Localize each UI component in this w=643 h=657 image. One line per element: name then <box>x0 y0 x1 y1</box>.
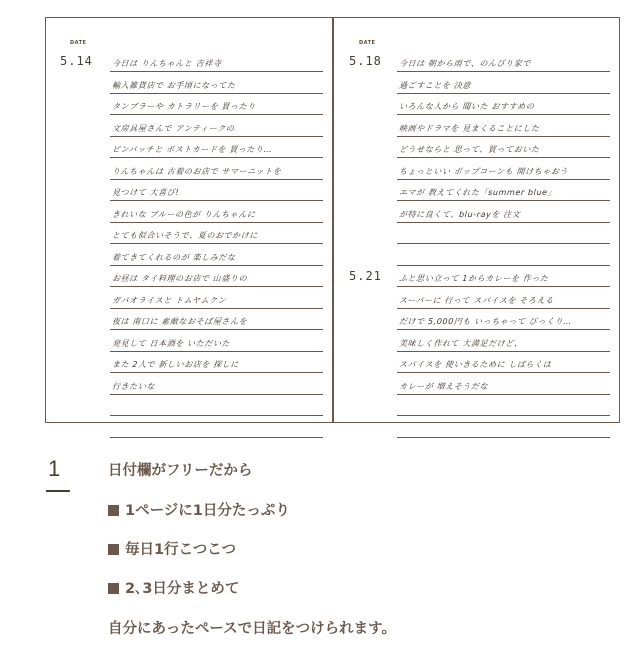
handwritten-line: 行きたいな <box>111 381 156 391</box>
ruled-line <box>397 200 610 201</box>
entry-date: 5.18 <box>349 54 382 68</box>
ruled-line <box>397 329 610 330</box>
ruled-line <box>110 437 323 438</box>
handwritten-line: お昼は タイ料理のお店で 山盛りの <box>111 274 248 283</box>
ruled-line <box>397 157 610 158</box>
section-closing: 自分にあったペースで日記をつけられます。 <box>108 621 396 637</box>
handwritten-line: 見つけて 大喜び! <box>111 188 180 197</box>
ruled-line <box>397 265 610 266</box>
square-bullet-icon <box>108 505 119 516</box>
handwritten-line: ふと思い立って 1からカレーを 作った <box>398 274 549 283</box>
handwritten-line: きれいな ブルーの色が りんちゃんに <box>111 209 256 219</box>
ruled-line <box>110 157 323 158</box>
handwritten-line: 発見して 日本酒を いただいた <box>111 338 231 348</box>
ruled-line <box>110 200 323 201</box>
ruled-line <box>110 372 323 373</box>
handwritten-line: 文房具屋さんで アンティークの <box>111 123 235 133</box>
date-label: DATE <box>70 40 87 46</box>
ruled-line <box>110 136 323 137</box>
ruled-line <box>397 437 610 438</box>
handwritten-line: どうせならと 思って、買っておいた <box>398 145 540 154</box>
ruled-line <box>110 71 323 72</box>
section-lead: 日付欄がフリーだから <box>108 463 253 479</box>
ruled-line <box>397 351 610 352</box>
ruled-line <box>110 114 323 115</box>
ruled-line <box>397 179 610 180</box>
bullet-item: 1ページに1日分たっぷり <box>108 499 290 520</box>
bullet-item: 毎日1行こつこつ <box>108 538 236 559</box>
ruled-line <box>397 222 610 223</box>
handwritten-line: とても似合いそうで、夏のおでかけに <box>111 231 259 240</box>
handwritten-line: ピンバッチと ポストカードを 買ったり… <box>111 145 273 154</box>
ruled-line <box>110 286 323 287</box>
ruled-line <box>397 394 610 395</box>
right-page <box>333 18 620 422</box>
handwritten-line: 輸入雑貨店で お手頃になってた <box>111 80 236 90</box>
ruled-line <box>397 415 610 416</box>
entry-date: 5.21 <box>349 269 382 283</box>
handwritten-line: 今日は りんちゃんと 吉祥寺 <box>111 59 222 68</box>
ruled-line <box>397 136 610 137</box>
ruled-line <box>110 265 323 266</box>
handwritten-line: スパイスを 使いきるために しばらくは <box>398 360 552 369</box>
square-bullet-icon <box>108 544 119 555</box>
handwritten-line: カレーが 増えそうだな <box>398 381 489 391</box>
handwritten-line: いろんな人から 聞いた おすすめの <box>398 102 535 111</box>
ruled-line <box>397 308 610 309</box>
ruled-line <box>110 179 323 180</box>
ruled-line <box>397 286 610 287</box>
handwritten-line: 美味しく作れて 大満足だけど、 <box>398 338 523 348</box>
entry-date: 5.14 <box>60 54 93 68</box>
ruled-line <box>110 415 323 416</box>
handwritten-line: 今日は 朝から雨で、のんびり家で <box>398 59 532 68</box>
ruled-line <box>397 93 610 94</box>
ruled-line <box>110 93 323 94</box>
ruled-line <box>397 243 610 244</box>
bullet-item: 2､3日分まとめて <box>108 577 239 598</box>
handwritten-line: 着てきてくれるのが 楽しみだな <box>111 252 236 262</box>
ruled-line <box>397 114 610 115</box>
section-number-underline <box>46 490 70 492</box>
handwritten-line: ちょっといい ポップコーンも 開けちゃおう <box>398 166 569 176</box>
handwritten-line: エマが 教えてくれた「summer blue」 <box>398 188 557 197</box>
handwritten-line: だけで 5,000円も いっちゃって びっくり… <box>398 317 573 326</box>
handwritten-line: 過ごすことを 決意 <box>398 80 472 90</box>
handwritten-line: また 2人で 新しいお店を 探しに <box>111 360 240 369</box>
handwritten-line: りんちゃんは 古着のお店で サマーニットを <box>111 166 282 176</box>
handwritten-line: が特に良くて、blu-rayを 注文 <box>398 209 521 219</box>
ruled-line <box>110 243 323 244</box>
handwritten-line: ガパオライスと トムヤムクン <box>111 295 227 305</box>
ruled-line <box>110 329 323 330</box>
section-number: 1 <box>48 456 61 481</box>
date-label: DATE <box>359 40 376 46</box>
ruled-line <box>397 71 610 72</box>
diary-notebook-sample <box>45 17 620 423</box>
handwritten-line: スーパーに 行って スパイスを そろえる <box>398 295 555 305</box>
square-bullet-icon <box>108 583 119 594</box>
ruled-line <box>110 351 323 352</box>
ruled-line <box>397 372 610 373</box>
ruled-line <box>110 394 323 395</box>
ruled-line <box>110 308 323 309</box>
handwritten-line: 夜は 南口に 素敵なおそば屋さんを <box>111 317 248 326</box>
left-page <box>46 18 333 422</box>
ruled-line <box>110 222 323 223</box>
handwritten-line: タンブラーや カトラリーを 買ったり <box>111 102 257 111</box>
handwritten-line: 映画やドラマを 見まくることにした <box>398 123 540 133</box>
